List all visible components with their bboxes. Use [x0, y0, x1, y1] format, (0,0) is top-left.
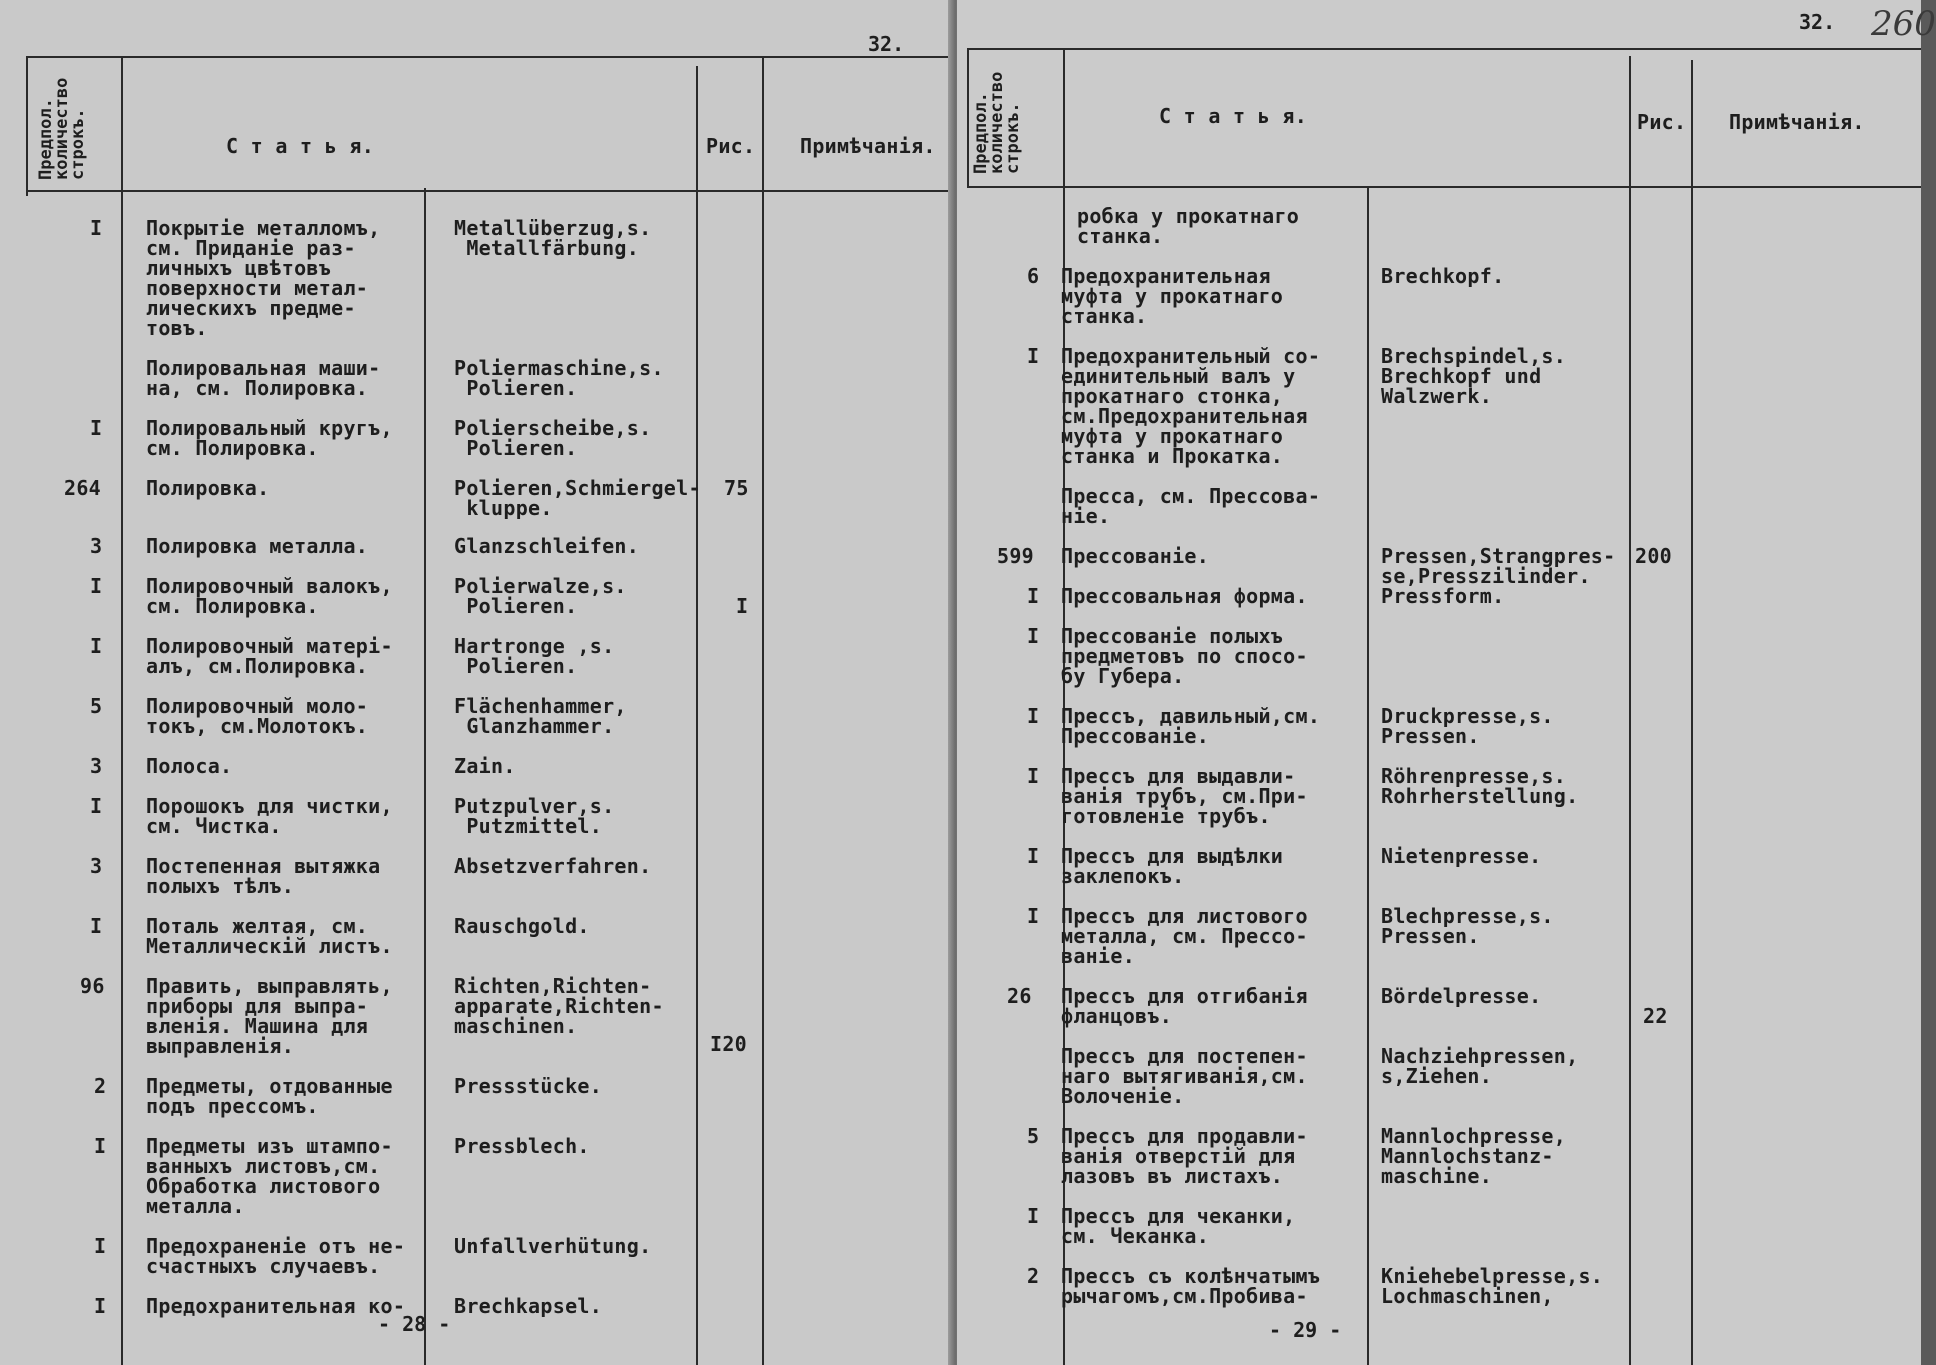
row-term-de: Metallüberzug,s. Metallfärbung.: [454, 216, 652, 260]
row-count: I: [90, 416, 103, 440]
row-term-de: Flächenhammer, Glanzhammer.: [454, 694, 627, 738]
article-column-divider: [1367, 186, 1369, 1365]
row-count: 3: [90, 534, 103, 558]
row-count: 5: [90, 694, 103, 718]
row-term-ru: Полировка металла.: [146, 534, 369, 558]
notes-column-divider: [762, 56, 764, 1365]
row-term-ru: Поталь желтая, см. Металлическій листъ.: [146, 914, 393, 958]
row-term-de: Brechkopf.: [1381, 264, 1505, 288]
row-count: 599: [997, 544, 1035, 568]
row-count: I: [90, 634, 103, 658]
row-term-ru: Полировальный кругъ, см. Полировка.: [146, 416, 393, 460]
header-fig: Рис.: [706, 134, 756, 158]
row-count: 26: [1007, 984, 1032, 1008]
row-term-ru: Полировальная маши- на, см. Полировка.: [146, 356, 381, 400]
row-term-de: Poliermaschine,s. Polieren.: [454, 356, 664, 400]
row-term-de: Pressblech.: [454, 1134, 590, 1158]
row-term-de: Pressform.: [1381, 584, 1505, 608]
page-footer: - 28 -: [378, 1312, 451, 1336]
row-term-ru: Предохранительная муфта у прокатнаго станка.: [1061, 264, 1284, 328]
row-term-ru: Полировочный матерi- алъ, см.Полировка.: [146, 634, 393, 678]
table-left-border: [26, 56, 28, 196]
fig-column-divider: [1629, 56, 1631, 1365]
row-term-ru: Прессъ для постепен- наго вытягиванія,см. Волоченіе.: [1061, 1044, 1308, 1108]
row-term-de: Brechkapsel.: [454, 1294, 603, 1318]
row-count: I: [1027, 624, 1040, 648]
row-term-de: Blechpresse,s. Pressen.: [1381, 904, 1554, 948]
fig-column-divider: [696, 66, 698, 1365]
row-fig: 22: [1643, 1004, 1668, 1028]
row-term-ru: Прессъ для выдавли- ванія трубъ, см.При- готовленіе трубъ.: [1061, 764, 1308, 828]
row-count: I: [1027, 764, 1040, 788]
row-count: I: [1027, 584, 1040, 608]
row-term-ru: Прессъ съ колѣнчатымъ рычагомъ,см.Пробива-: [1061, 1264, 1321, 1308]
row-count: 3: [90, 754, 103, 778]
row-term-ru: Пресса, см. Прессова- ніе.: [1061, 484, 1321, 528]
table-top-border: [967, 48, 1921, 50]
row-count: I: [1027, 844, 1040, 868]
row-fig: 200: [1635, 544, 1673, 568]
row-count: 2: [1027, 1264, 1040, 1288]
row-term-de: Glanzschleifen.: [454, 534, 640, 558]
header-notes: Примѣчанія.: [800, 134, 936, 158]
row-term-ru: Прессъ для отгибанія фланцовъ.: [1061, 984, 1308, 1028]
header-count: Предпол. количество строкъ.: [971, 71, 1023, 174]
row-term-ru: Прессованіе полыхъ предметовъ по спосо- бу Губера.: [1061, 624, 1308, 688]
table-top-border: [26, 56, 955, 58]
row-count: I: [1027, 1204, 1040, 1228]
row-term-ru: Полировочный моло- токъ, см.Молотокъ.: [146, 694, 369, 738]
row-term-ru: Прессъ для листового металла, см. Прессо- ваніе.: [1061, 904, 1308, 968]
page-footer: - 29 -: [1269, 1318, 1342, 1342]
row-term-ru: Полировочный валокъ, см. Полировка.: [146, 574, 393, 618]
row-term-de: Rauschgold.: [454, 914, 590, 938]
row-term-de: Zain.: [454, 754, 516, 778]
row-count: I: [90, 216, 103, 240]
header-notes: Примѣчанія.: [1729, 110, 1865, 134]
row-term-ru: Предметы, отдованные подъ прессомъ.: [146, 1074, 393, 1118]
row-count: 3: [90, 854, 103, 878]
row-count: I: [1027, 904, 1040, 928]
count-column-divider: [121, 56, 123, 1365]
row-count: 6: [1027, 264, 1040, 288]
header-bottom-border: [967, 186, 1921, 188]
row-term-ru: Предохраненіе отъ не- счастныхъ случаевъ.: [146, 1234, 406, 1278]
page-number: 32.: [1799, 10, 1836, 34]
row-term-ru: Прессованіе.: [1061, 544, 1210, 568]
row-term-ru: Прессовальная форма.: [1061, 584, 1308, 608]
row-term-ru: Прессъ для выдѣлки заклепокъ.: [1061, 844, 1284, 888]
row-term-ru: Предохранительный со- единительный валъ у прокатнаго стонка, см.Предохранительная муфта у прокатнаго станка и Прокатка.: [1061, 344, 1321, 468]
row-term-de: Nietenpresse.: [1381, 844, 1542, 868]
row-count: I: [1027, 704, 1040, 728]
row-term-de: Röhrenpresse,s. Rohrherstellung.: [1381, 764, 1579, 808]
row-count: I: [1027, 344, 1040, 368]
row-count: 96: [80, 974, 105, 998]
row-count: 5: [1027, 1124, 1040, 1148]
row-term-ru: Предметы изъ штампо- ванныхъ листовъ,см. Обработка листового металла.: [146, 1134, 393, 1218]
row-term-de: Polierscheibe,s. Polieren.: [454, 416, 652, 460]
header-article: С т а т ь я.: [1159, 104, 1308, 128]
row-term-de: Polieren,Schmiergel- kluppe.: [454, 476, 701, 520]
row-term-ru: Полировка.: [146, 476, 270, 500]
article-column-divider: [424, 188, 426, 1365]
row-count: I: [94, 1294, 107, 1318]
row-count: I: [90, 914, 103, 938]
row-term-ru: Править, выправлять, приборы для выпра- вленія. Машина для выправленія.: [146, 974, 393, 1058]
row-term-ru: Прессъ для чеканки, см. Чеканка.: [1061, 1204, 1296, 1248]
row-term-de: Bördelpresse.: [1381, 984, 1542, 1008]
row-term-ru: Покрытіе металломъ, см. Приданіе раз- личныхъ цвѣтовъ поверхности метал- лическихъ предме- товъ.: [146, 216, 381, 340]
row-term-de: Pressstücke.: [454, 1074, 603, 1098]
row-term-de: Nachziehpressen, s,Ziehen.: [1381, 1044, 1579, 1088]
row-term-de: Kniehebelpresse,s. Lochmaschinen,: [1381, 1264, 1604, 1308]
row-term-de: Unfallverhütung.: [454, 1234, 652, 1258]
row-term-ru: робка у прокатнаго станка.: [1077, 204, 1300, 248]
table-left-border: [967, 48, 969, 188]
row-fig: 75: [724, 476, 749, 500]
header-article: С т а т ь я.: [226, 134, 375, 158]
row-term-de: Pressen,Strangpres- se,Presszilinder.: [1381, 544, 1616, 588]
row-term-ru: Прессъ, давильный,см. Прессованіе.: [1061, 704, 1321, 748]
right-page: [957, 0, 1936, 1365]
row-count: 264: [64, 476, 102, 500]
header-bottom-border: [26, 190, 955, 192]
row-term-de: Absetzverfahren.: [454, 854, 652, 878]
page-number: 32.: [868, 32, 905, 56]
row-term-ru: Полоса.: [146, 754, 233, 778]
row-count: I: [90, 574, 103, 598]
row-count: I: [94, 1134, 107, 1158]
row-term-de: Hartronge ,s. Polieren.: [454, 634, 615, 678]
handwritten-page-number: 260: [1871, 4, 1936, 44]
row-term-de: Brechspindel,s. Brechkopf und Walzwerk.: [1381, 344, 1567, 408]
row-term-de: Putzpulver,s. Putzmittel.: [454, 794, 615, 838]
row-count: I: [90, 794, 103, 818]
row-fig: I20: [710, 1032, 748, 1056]
header-fig: Рис.: [1637, 110, 1687, 134]
row-term-de: Polierwalze,s. Polieren.: [454, 574, 627, 618]
row-term-ru: Прессъ для продавли- ванія отверстій для лазовъ въ листахъ.: [1061, 1124, 1308, 1188]
notes-column-divider: [1691, 60, 1693, 1365]
row-fig: I: [736, 594, 749, 618]
row-term-ru: Постепенная вытяжка полыхъ тѣлъ.: [146, 854, 381, 898]
row-term-de: Mannlochpresse, Mannlochstanz- maschine.: [1381, 1124, 1567, 1188]
row-term-de: Druckpresse,s. Pressen.: [1381, 704, 1554, 748]
header-count: Предпол. количество строкъ.: [36, 77, 88, 180]
row-term-de: Richten,Richten- apparate,Richten- maschinen.: [454, 974, 664, 1038]
left-page: [0, 0, 955, 1365]
row-term-ru: Порошокъ для чистки, см. Чистка.: [146, 794, 393, 838]
row-count: I: [94, 1234, 107, 1258]
row-count: 2: [94, 1074, 107, 1098]
row-term-ru: Предохранительная ко-: [146, 1294, 406, 1318]
